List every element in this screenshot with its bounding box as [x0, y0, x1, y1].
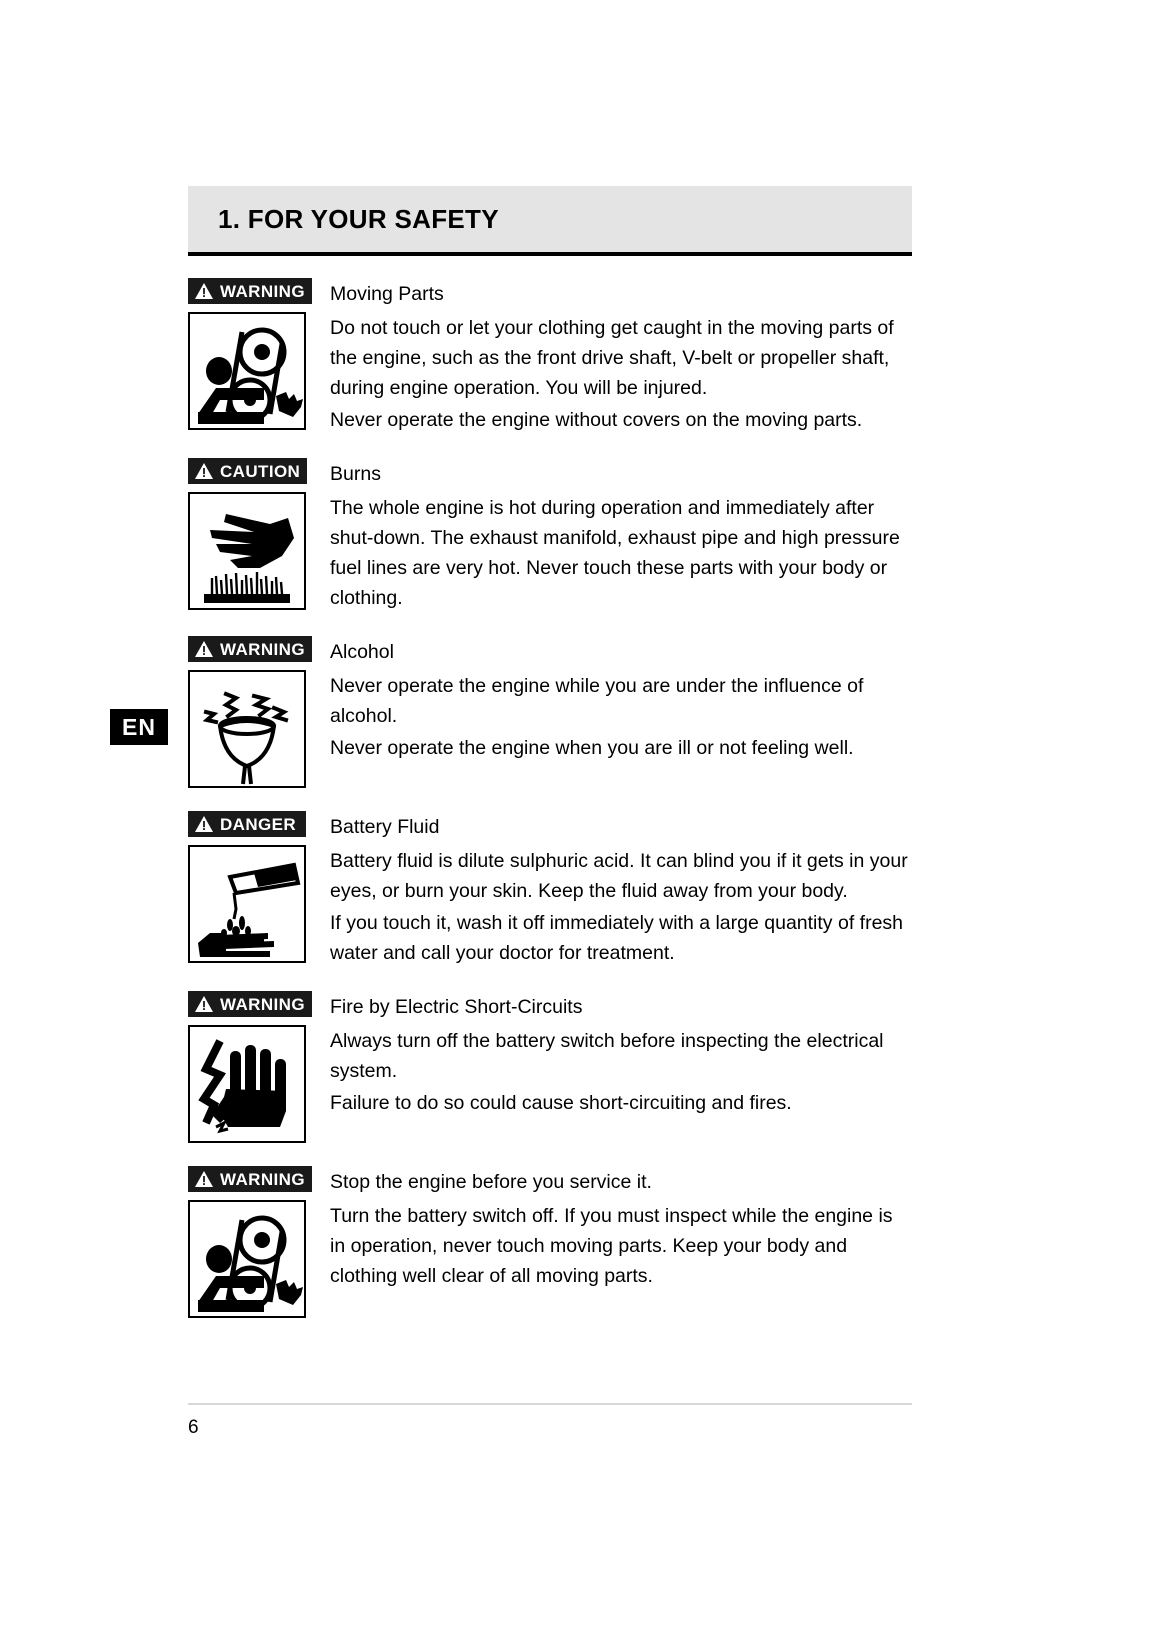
status-badge-caution — [188, 458, 307, 484]
safety-block-heading: Battery Fluid — [330, 816, 440, 838]
page-content — [188, 186, 912, 1341]
safety-block-text — [330, 278, 912, 435]
safety-block-media — [188, 458, 306, 610]
signal-word-label: WARNING — [220, 639, 305, 659]
safety-block-heading: Alcohol — [330, 641, 394, 663]
safety-block-media — [188, 811, 306, 963]
safety-block-paragraph: If you touch it, wash it off immediately with a large quantity of fresh water and call your doctor for treatment. — [330, 912, 904, 964]
safety-block-media — [188, 1166, 306, 1318]
safety-block-heading: Stop the engine before you service it. — [330, 1171, 652, 1193]
footer-divider — [188, 1403, 912, 1405]
signal-word-label: WARNING — [220, 1169, 305, 1189]
safety-block — [188, 458, 912, 613]
moving-parts-belt-pulley-icon — [188, 1200, 306, 1318]
signal-word-label: CAUTION — [220, 461, 301, 481]
safety-block-text — [330, 1166, 912, 1291]
page-title: 1. FOR YOUR SAFETY — [218, 203, 499, 234]
warning-triangle-icon — [194, 282, 214, 300]
electric-shock-hand-icon — [188, 1025, 306, 1143]
status-badge-warning — [188, 991, 312, 1017]
safety-block — [188, 991, 912, 1143]
safety-block-heading: Burns — [330, 463, 381, 485]
safety-block-media — [188, 991, 306, 1143]
safety-block — [188, 811, 912, 968]
safety-blocks-list — [188, 256, 912, 1318]
moving-parts-belt-pulley-icon — [188, 312, 306, 430]
safety-block-paragraph: Failure to do so could cause short-circuiting and fires. — [330, 1092, 792, 1114]
safety-block-media — [188, 278, 306, 430]
safety-block-text — [330, 811, 912, 968]
safety-block-text — [330, 636, 912, 763]
alcohol-glass-icon — [188, 670, 306, 788]
status-badge-warning — [188, 1166, 312, 1192]
safety-block-text — [330, 991, 912, 1118]
signal-word-label: DANGER — [220, 814, 297, 834]
safety-block-paragraph: Battery fluid is dilute sulphuric acid. It can blind you if it gets in your eyes, or burn your skin. Keep the fluid away from your body. — [330, 850, 908, 902]
safety-block-paragraph: Do not touch or let your clothing get caught in the moving parts of the engine, such as the front drive shaft, V-belt or propeller shaft, during engine operation. You will be injured. — [330, 317, 894, 399]
warning-triangle-icon — [194, 995, 214, 1013]
signal-word-label: WARNING — [220, 994, 305, 1014]
language-tab: EN — [110, 709, 168, 745]
status-badge-warning — [188, 636, 312, 662]
safety-block — [188, 1166, 912, 1318]
battery-acid-drip-hand-icon — [188, 845, 306, 963]
safety-block-text — [330, 458, 912, 613]
warning-triangle-icon — [194, 640, 214, 658]
warning-triangle-icon — [194, 815, 214, 833]
status-badge-warning — [188, 278, 312, 304]
chapter-header-bar — [188, 186, 912, 252]
safety-block-paragraph: Turn the battery switch off. If you must inspect while the engine is in operation, never touch moving parts. Keep your body and clothing well clear of all moving parts. — [330, 1205, 893, 1287]
safety-block-paragraph: Never operate the engine while you are under the influence of alcohol. — [330, 675, 864, 727]
safety-block — [188, 278, 912, 435]
safety-block-paragraph: Never operate the engine when you are ill or not feeling well. — [330, 737, 854, 759]
safety-block — [188, 636, 912, 788]
safety-block-paragraph: Never operate the engine without covers on the moving parts. — [330, 409, 863, 431]
safety-block-heading: Fire by Electric Short-Circuits — [330, 996, 583, 1018]
safety-block-heading: Moving Parts — [330, 283, 444, 305]
safety-block-media — [188, 636, 306, 788]
hot-surface-hand-burn-icon — [188, 492, 306, 610]
warning-triangle-icon — [194, 1170, 214, 1188]
safety-block-paragraph: The whole engine is hot during operation and immediately after shut-down. The exhaust manifold, exhaust pipe and high pressure fuel lines are very hot. Never touch these parts with your body or clothing. — [330, 497, 900, 609]
safety-block-paragraph: Always turn off the battery switch before inspecting the electrical system. — [330, 1030, 884, 1082]
signal-word-label: WARNING — [220, 281, 305, 301]
warning-triangle-icon — [194, 462, 214, 480]
page-number: 6 — [188, 1417, 199, 1438]
status-badge-danger — [188, 811, 306, 837]
